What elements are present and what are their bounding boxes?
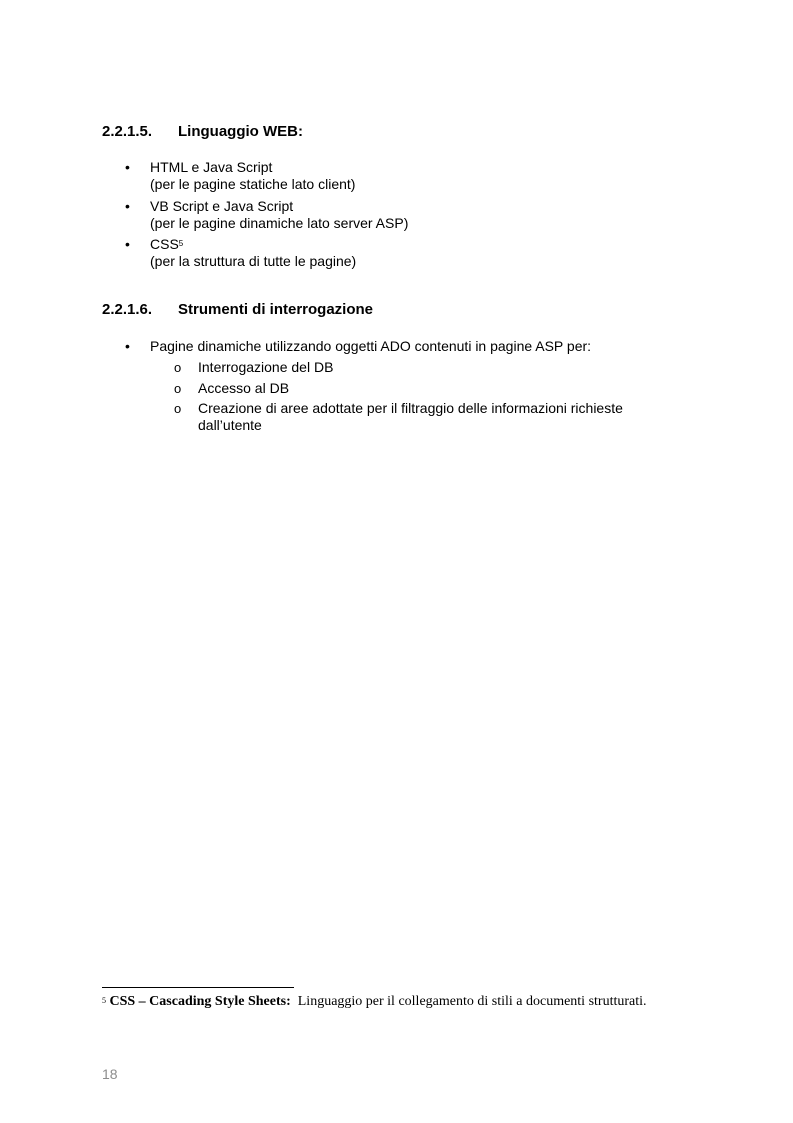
list-item-main: HTML e Java Script (150, 159, 273, 175)
list-item-detail: (per le pagine statiche lato client) (150, 176, 356, 192)
list-item-detail: (per la struttura di tutte le pagine) (150, 253, 357, 269)
section-title: Strumenti di interrogazione (178, 301, 374, 318)
sub-list-item (174, 400, 648, 434)
section-number: 2.2.1.6. (102, 301, 153, 318)
sub-list-item-text: Interrogazione del DB (198, 359, 334, 375)
sub-list-item-text: Accesso al DB (198, 380, 290, 396)
footnote-text: Linguaggio per il collegamento di stili a documenti strutturati. (297, 994, 647, 1009)
circle-bullet-icon: o (174, 401, 182, 416)
sub-list-item (174, 359, 648, 376)
list-item-main: VB Script e Java Script (150, 198, 294, 214)
page-number: 18 (102, 1066, 118, 1082)
list-item (125, 338, 592, 355)
list-item-main: Pagine dinamiche utilizzando oggetti ADO contenuti in pagine ASP per: (150, 338, 592, 354)
list-item (125, 236, 357, 270)
list-item-detail: (per le pagine dinamiche lato server ASP) (150, 215, 409, 231)
footnote-term: CSS – Cascading Style Sheets: (109, 994, 291, 1009)
circle-bullet-icon: o (174, 381, 182, 396)
section-heading-2-2-1-5 (102, 123, 303, 140)
list-item (125, 159, 356, 193)
bullet-icon: • (125, 338, 130, 354)
bullet-icon: • (125, 159, 130, 175)
circle-bullet-icon: o (174, 360, 182, 375)
bullet-icon: • (125, 198, 130, 214)
list-item-main (150, 236, 356, 253)
sub-list-item-text: Creazione di aree adottate per il filtraggio delle informazioni richieste dall’utente (198, 400, 623, 433)
footnote-marker: 5 (102, 996, 106, 1005)
section-title: Linguaggio WEB: (178, 123, 303, 140)
footnote-reference[interactable]: 5 (178, 239, 184, 248)
section-number: 2.2.1.5. (102, 123, 153, 140)
section-heading-2-2-1-6 (102, 301, 373, 318)
bullet-icon: • (125, 236, 130, 252)
list-item-main-text: CSS (150, 236, 179, 252)
footnote-separator (102, 987, 294, 988)
footnote (102, 993, 662, 1011)
list-item (125, 198, 409, 232)
sub-list-item (174, 380, 648, 397)
